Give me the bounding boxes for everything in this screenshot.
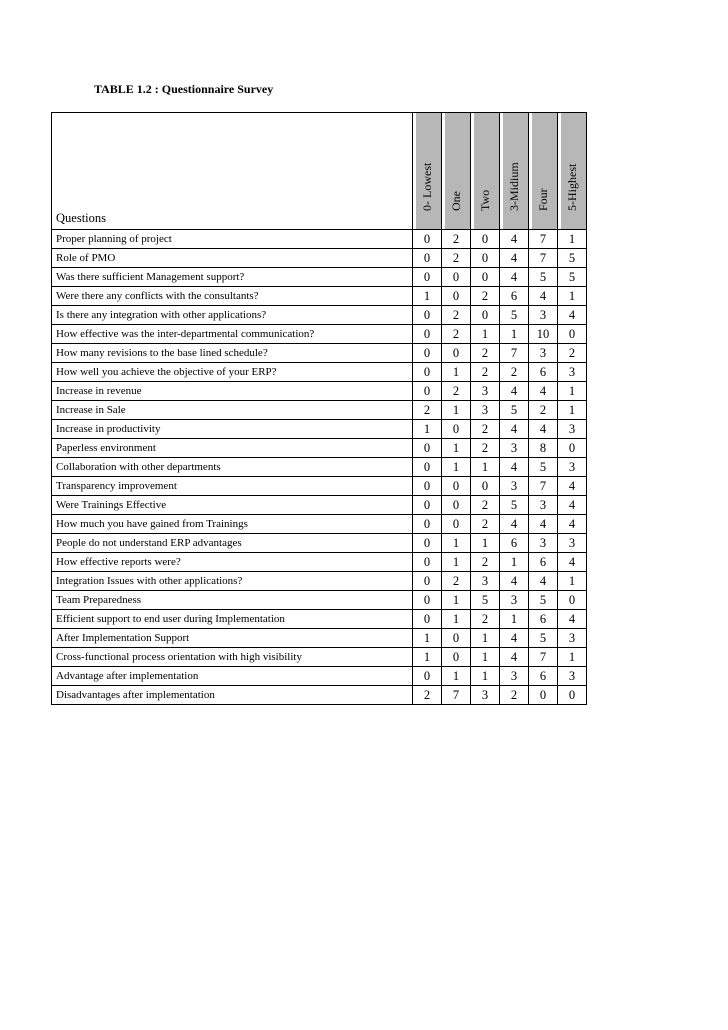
value-cell: 0 [413,610,442,629]
value-cell: 3 [558,458,587,477]
value-cell: 2 [471,439,500,458]
value-cell: 0 [413,306,442,325]
question-cell: Transparency improvement [52,477,413,496]
question-cell: Disadvantages after implementation [52,686,413,705]
table-row [52,344,587,363]
value-cell: 4 [500,382,529,401]
value-cell: 1 [442,610,471,629]
table-row [52,230,587,249]
table-row [52,648,587,667]
value-cell: 0 [413,572,442,591]
value-cell: 2 [471,496,500,515]
value-cell: 4 [529,420,558,439]
table-row [52,382,587,401]
table-row [52,420,587,439]
question-cell: How much you have gained from Trainings [52,515,413,534]
value-cell: 0 [442,268,471,287]
value-cell: 0 [529,686,558,705]
value-cell: 0 [413,591,442,610]
value-cell: 3 [529,496,558,515]
value-cell: 2 [442,572,471,591]
value-cell: 5 [500,496,529,515]
value-cell: 2 [500,363,529,382]
value-cell: 0 [413,667,442,686]
value-cell: 3 [558,534,587,553]
value-cell: 1 [442,458,471,477]
value-cell: 0 [413,363,442,382]
table-row [52,572,587,591]
value-cell: 1 [442,534,471,553]
question-cell: Role of PMO [52,249,413,268]
value-cell: 2 [558,344,587,363]
table-row [52,477,587,496]
value-cell: 0 [413,325,442,344]
table-title: TABLE 1.2 : Questionnaire Survey [94,82,274,96]
value-cell: 0 [471,230,500,249]
question-cell: Is there any integration with other applications? [52,306,413,325]
value-cell: 4 [529,572,558,591]
value-cell: 0 [442,344,471,363]
value-cell: 4 [500,230,529,249]
value-cell: 7 [529,230,558,249]
value-cell: 1 [413,648,442,667]
value-cell: 1 [413,287,442,306]
value-cell: 1 [471,458,500,477]
value-cell: 3 [558,667,587,686]
table-row [52,610,587,629]
question-cell: How effective was the inter-departmental communication? [52,325,413,344]
value-cell: 7 [442,686,471,705]
value-cell: 0 [413,268,442,287]
column-header-midium [500,113,529,230]
column-header-highest [558,113,587,230]
value-cell: 3 [529,344,558,363]
column-header-one [442,113,471,230]
value-cell: 1 [558,382,587,401]
value-cell: 2 [471,610,500,629]
value-cell: 1 [558,230,587,249]
value-cell: 1 [558,287,587,306]
question-cell: Team Preparedness [52,591,413,610]
question-cell: Efficient support to end user during Implementation [52,610,413,629]
value-cell: 2 [413,401,442,420]
value-cell: 3 [558,629,587,648]
value-cell: 2 [442,249,471,268]
value-cell: 6 [529,667,558,686]
value-cell: 1 [471,325,500,344]
table-row [52,667,587,686]
value-cell: 4 [558,496,587,515]
value-cell: 5 [471,591,500,610]
value-cell: 3 [500,591,529,610]
value-cell: 5 [529,629,558,648]
value-cell: 3 [529,306,558,325]
value-cell: 2 [471,344,500,363]
table-row [52,515,587,534]
value-cell: 5 [529,458,558,477]
value-cell: 1 [471,648,500,667]
column-header-label: One [449,191,463,211]
value-cell: 2 [529,401,558,420]
value-cell: 2 [442,230,471,249]
value-cell: 4 [529,382,558,401]
value-cell: 0 [558,325,587,344]
column-header-two [471,113,500,230]
value-cell: 3 [500,477,529,496]
value-cell: 4 [500,648,529,667]
question-cell: People do not understand ERP advantages [52,534,413,553]
value-cell: 0 [442,515,471,534]
question-cell: After Implementation Support [52,629,413,648]
value-cell: 4 [500,515,529,534]
question-cell: Cross-functional process orientation with high visibility [52,648,413,667]
table-row [52,553,587,572]
value-cell: 1 [442,363,471,382]
table-row [52,268,587,287]
value-cell: 7 [500,344,529,363]
value-cell: 4 [558,477,587,496]
column-header-four [529,113,558,230]
value-cell: 6 [500,287,529,306]
value-cell: 0 [558,439,587,458]
table-row [52,249,587,268]
value-cell: 0 [442,496,471,515]
column-header-label: 5-Highest [565,163,579,211]
value-cell: 3 [558,420,587,439]
value-cell: 2 [471,515,500,534]
value-cell: 4 [500,249,529,268]
value-cell: 2 [500,686,529,705]
table-row [52,287,587,306]
survey-table [51,112,587,705]
value-cell: 0 [413,458,442,477]
value-cell: 7 [529,648,558,667]
value-cell: 0 [413,515,442,534]
value-cell: 2 [471,553,500,572]
value-cell: 0 [558,591,587,610]
value-cell: 4 [529,515,558,534]
value-cell: 3 [471,401,500,420]
value-cell: 0 [442,629,471,648]
value-cell: 1 [471,629,500,648]
column-header-label: Two [478,189,492,211]
value-cell: 0 [442,648,471,667]
question-cell: How many revisions to the base lined schedule? [52,344,413,363]
value-cell: 2 [471,363,500,382]
question-cell: Increase in productivity [52,420,413,439]
question-cell: Increase in Sale [52,401,413,420]
value-cell: 1 [442,591,471,610]
value-cell: 0 [413,382,442,401]
question-cell: Were there any conflicts with the consultants? [52,287,413,306]
value-cell: 4 [558,306,587,325]
value-cell: 5 [529,268,558,287]
value-cell: 1 [558,401,587,420]
value-cell: 7 [529,477,558,496]
value-cell: 8 [529,439,558,458]
value-cell: 2 [442,306,471,325]
column-header-label: Four [536,188,550,211]
column-header-lowest [413,113,442,230]
value-cell: 5 [558,249,587,268]
question-cell: Were Trainings Effective [52,496,413,515]
table-row [52,591,587,610]
value-cell: 3 [500,667,529,686]
value-cell: 10 [529,325,558,344]
value-cell: 1 [500,610,529,629]
question-cell: Integration Issues with other applications? [52,572,413,591]
value-cell: 1 [442,401,471,420]
value-cell: 1 [413,629,442,648]
value-cell: 0 [442,477,471,496]
table-row [52,401,587,420]
value-cell: 4 [500,572,529,591]
table-row [52,686,587,705]
value-cell: 5 [500,401,529,420]
question-cell: Collaboration with other departments [52,458,413,477]
value-cell: 2 [471,287,500,306]
value-cell: 1 [558,572,587,591]
question-cell: Increase in revenue [52,382,413,401]
value-cell: 4 [558,553,587,572]
value-cell: 1 [442,439,471,458]
table-row [52,363,587,382]
value-cell: 1 [471,534,500,553]
table-row [52,629,587,648]
value-cell: 0 [558,686,587,705]
value-cell: 0 [413,344,442,363]
value-cell: 1 [442,553,471,572]
value-cell: 0 [442,420,471,439]
value-cell: 0 [471,268,500,287]
question-cell: Paperless environment [52,439,413,458]
value-cell: 6 [529,610,558,629]
value-cell: 4 [500,268,529,287]
column-header-label: 0- Lowest [420,162,434,211]
value-cell: 6 [500,534,529,553]
value-cell: 1 [558,648,587,667]
value-cell: 6 [529,553,558,572]
question-cell: Advantage after implementation [52,667,413,686]
value-cell: 4 [500,420,529,439]
value-cell: 0 [471,249,500,268]
table-row [52,439,587,458]
question-cell: How well you achieve the objective of your ERP? [52,363,413,382]
value-cell: 1 [500,553,529,572]
table-row [52,496,587,515]
value-cell: 0 [413,249,442,268]
value-cell: 0 [413,534,442,553]
value-cell: 4 [529,287,558,306]
table-row [52,306,587,325]
value-cell: 3 [558,363,587,382]
value-cell: 3 [471,382,500,401]
value-cell: 0 [413,553,442,572]
value-cell: 2 [471,420,500,439]
value-cell: 5 [500,306,529,325]
value-cell: 0 [413,230,442,249]
value-cell: 5 [558,268,587,287]
table-row [52,325,587,344]
value-cell: 2 [442,382,471,401]
value-cell: 3 [529,534,558,553]
header-row [52,113,587,230]
value-cell: 6 [529,363,558,382]
questions-header: Questions [52,113,413,230]
value-cell: 3 [471,572,500,591]
value-cell: 5 [529,591,558,610]
value-cell: 1 [500,325,529,344]
value-cell: 4 [500,458,529,477]
question-cell: Proper planning of project [52,230,413,249]
value-cell: 0 [442,287,471,306]
column-header-label: 3-Midium [507,162,521,211]
value-cell: 3 [500,439,529,458]
value-cell: 0 [413,477,442,496]
value-cell: 3 [471,686,500,705]
value-cell: 4 [500,629,529,648]
value-cell: 0 [413,439,442,458]
value-cell: 1 [471,667,500,686]
value-cell: 2 [413,686,442,705]
question-cell: How effective reports were? [52,553,413,572]
value-cell: 0 [471,477,500,496]
value-cell: 4 [558,515,587,534]
value-cell: 7 [529,249,558,268]
value-cell: 4 [558,610,587,629]
question-cell: Was there sufficient Management support? [52,268,413,287]
value-cell: 2 [442,325,471,344]
table-row [52,458,587,477]
table-row [52,534,587,553]
value-cell: 1 [413,420,442,439]
value-cell: 1 [442,667,471,686]
value-cell: 0 [413,496,442,515]
value-cell: 0 [471,306,500,325]
